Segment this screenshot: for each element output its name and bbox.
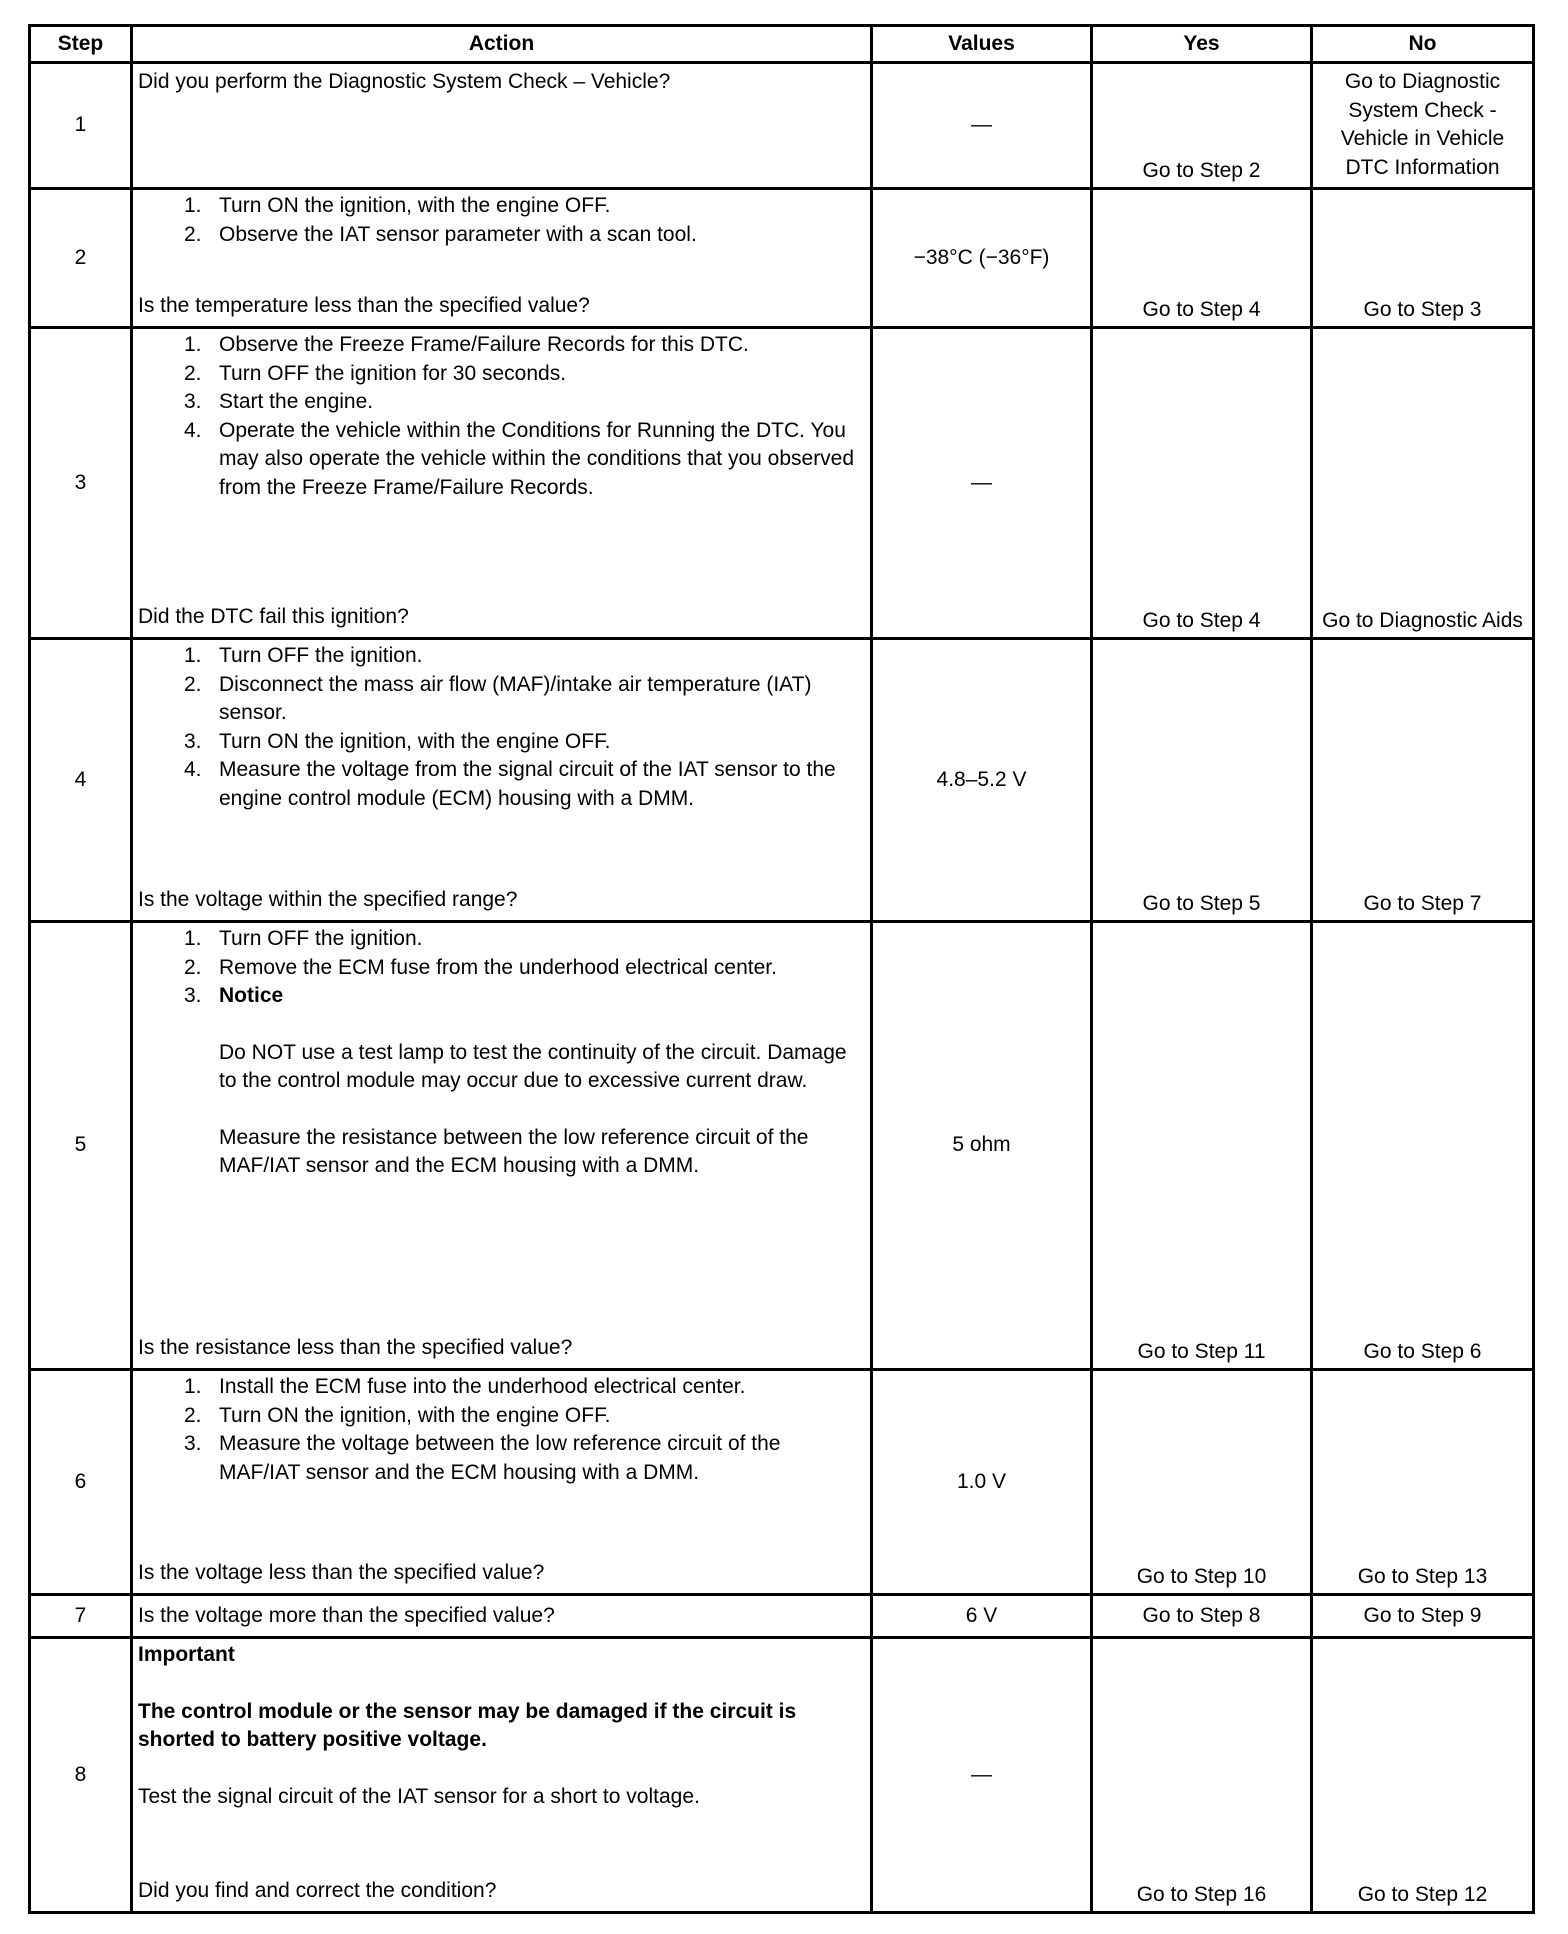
action-item: Measure the voltage between the low reference circuit of the MAF/IAT sensor and the ECM housing with a DMM. <box>219 1432 781 1484</box>
action-text: Did you perform the Diagnostic System Check – Vehicle? <box>132 63 872 189</box>
yes-link[interactable]: Go to Step 10 <box>1092 1370 1312 1595</box>
no-link[interactable]: Go to Step 7 <box>1312 639 1534 922</box>
table-row <box>30 922 1534 1370</box>
value: 5 ohm <box>872 922 1092 1370</box>
header-step: Step <box>30 26 132 63</box>
yes-link[interactable]: Go to Step 4 <box>1092 328 1312 639</box>
no-link[interactable]: Go to Diagnostic Aids <box>1312 328 1534 639</box>
action-item: Turn ON the ignition, with the engine OFF. <box>219 194 611 217</box>
step-number: 5 <box>30 922 132 1370</box>
step-number: 6 <box>30 1370 132 1595</box>
test-text: Test the signal circuit of the IAT sensor for a short to voltage. <box>138 1784 700 1808</box>
value: 6 V <box>872 1595 1092 1638</box>
header-action: Action <box>132 26 872 63</box>
value: 1.0 V <box>872 1370 1092 1595</box>
action-item: Disconnect the mass air flow (MAF)/intake air temperature (IAT) sensor. <box>219 672 812 724</box>
yes-link[interactable]: Go to Step 8 <box>1092 1595 1312 1638</box>
step-number: 3 <box>30 328 132 639</box>
action-item: Observe the Freeze Frame/Failure Records for this DTC. <box>219 333 749 356</box>
no-link[interactable]: Go to Step 3 <box>1312 189 1534 328</box>
yes-link[interactable]: Go to Step 2 <box>1092 63 1312 189</box>
notice-text: Do NOT use a test lamp to test the continuity of the circuit. Damage to the control module may occur due to excessive current draw. <box>219 1040 847 1092</box>
important-label: Important <box>138 1643 235 1666</box>
yes-link[interactable]: Go to Step 16 <box>1092 1638 1312 1913</box>
table-row <box>30 328 1534 639</box>
header-values: Values <box>872 26 1092 63</box>
action-item: Turn OFF the ignition for 30 seconds. <box>219 361 567 385</box>
no-link[interactable]: Go to Diagnostic System Check - Vehicle in Vehicle DTC Information <box>1312 63 1534 189</box>
diagnostic-table <box>28 24 1535 1914</box>
no-link[interactable]: Go to Step 6 <box>1312 922 1534 1370</box>
step-number: 8 <box>30 1638 132 1913</box>
action-cell: 1. Observe the Freeze Frame/Failure Records for this DTC. 2. Turn OFF the ignition for 30 seconds. 3. Start the engine. 4. Operate the vehicle within the Conditions for Running the DTC. You may also operate the vehicle within the conditions that you observed from the Freeze Frame/Failure Records. Did the DTC fail this ignition? <box>132 328 872 639</box>
table-row <box>30 189 1534 328</box>
action-item: Operate the vehicle within the Conditions for Running the DTC. You may also operate the vehicle within the conditions that you observed from the Freeze Frame/Failure Records. <box>219 418 855 499</box>
action-item: Install the ECM fuse into the underhood electrical center. <box>219 1375 746 1398</box>
action-item: Turn ON the ignition, with the engine OFF. <box>219 1403 611 1427</box>
value: — <box>872 63 1092 189</box>
value: −38°C (−36°F) <box>872 189 1092 328</box>
no-link[interactable]: Go to Step 12 <box>1312 1638 1534 1913</box>
table-row <box>30 1370 1534 1595</box>
notice-label: Notice <box>219 984 284 1007</box>
header-yes: Yes <box>1092 26 1312 63</box>
value: — <box>872 1638 1092 1913</box>
action-item: Turn ON the ignition, with the engine OFF. <box>219 729 611 753</box>
action-item: Measure the voltage from the signal circuit of the IAT sensor to the engine control module (ECM) housing with a DMM. <box>219 758 836 810</box>
no-link[interactable]: Go to Step 13 <box>1312 1370 1534 1595</box>
action-cell: 1. Turn OFF the ignition. 2. Disconnect the mass air flow (MAF)/intake air temperature (IAT) sensor. 3. Turn ON the ignition, with the engine OFF. 4. Measure the voltage from the signal circuit of the IAT sensor to the engine control module (ECM) housing with a DMM. Is the voltage within the specified range? <box>132 639 872 922</box>
question: Is the temperature less than the specified value? <box>138 293 590 317</box>
no-link[interactable]: Go to Step 9 <box>1312 1595 1534 1638</box>
question: Is the resistance less than the specified value? <box>138 1335 573 1359</box>
step-number: 7 <box>30 1595 132 1638</box>
measure-text: Measure the resistance between the low reference circuit of the MAF/IAT sensor and the ECM housing with a DMM. <box>219 1125 809 1177</box>
table-row <box>30 1638 1534 1913</box>
value: 4.8–5.2 V <box>872 639 1092 922</box>
table-row <box>30 639 1534 922</box>
table-row <box>30 1595 1534 1638</box>
action-item: Turn OFF the ignition. <box>219 644 423 667</box>
action-cell <box>132 1638 872 1913</box>
action-item: Remove the ECM fuse from the underhood electrical center. <box>219 955 777 979</box>
yes-link[interactable]: Go to Step 11 <box>1092 922 1312 1370</box>
header-no: No <box>1312 26 1534 63</box>
question: Did the DTC fail this ignition? <box>138 604 409 628</box>
action-item: Observe the IAT sensor parameter with a scan tool. <box>219 222 697 246</box>
yes-link[interactable]: Go to Step 4 <box>1092 189 1312 328</box>
table-row <box>30 63 1534 189</box>
question: Did you find and correct the condition? <box>138 1878 497 1902</box>
question: Is the voltage less than the specified value? <box>138 1560 545 1584</box>
action-item: Turn OFF the ignition. <box>219 927 423 950</box>
step-number: 2 <box>30 189 132 328</box>
warning-text: The control module or the sensor may be damaged if the circuit is shorted to battery positive voltage. <box>138 1699 797 1751</box>
question: Is the voltage within the specified range? <box>138 887 518 911</box>
action-cell: 1. Install the ECM fuse into the underhood electrical center. 2. Turn ON the ignition, with the engine OFF. 3. Measure the voltage between the low reference circuit of the MAF/IAT sensor and the ECM housing with a DMM. Is the voltage less than the specified value? <box>132 1370 872 1595</box>
action-item: Start the engine. <box>219 390 374 413</box>
action-cell: 1. Turn ON the ignition, with the engine OFF. 2. Observe the IAT sensor parameter with a scan tool. Is the temperature less than the specified value? <box>132 189 872 328</box>
action-cell: 1. Turn OFF the ignition. 2. Remove the ECM fuse from the underhood electrical center. 3. Notice Do NOT use a test lamp to test the continuity of the circuit. Damage to the control module may occur due to excessive current draw. Measure the resistance between the low reference circuit of the MAF/IAT sensor and the ECM housing with a DMM. Is the resistance less than the specified value? <box>132 922 872 1370</box>
action-text: Is the voltage more than the specified value? <box>132 1595 872 1638</box>
step-number: 4 <box>30 639 132 922</box>
yes-link[interactable]: Go to Step 5 <box>1092 639 1312 922</box>
value: — <box>872 328 1092 639</box>
header-row <box>30 26 1534 63</box>
step-number: 1 <box>30 63 132 189</box>
